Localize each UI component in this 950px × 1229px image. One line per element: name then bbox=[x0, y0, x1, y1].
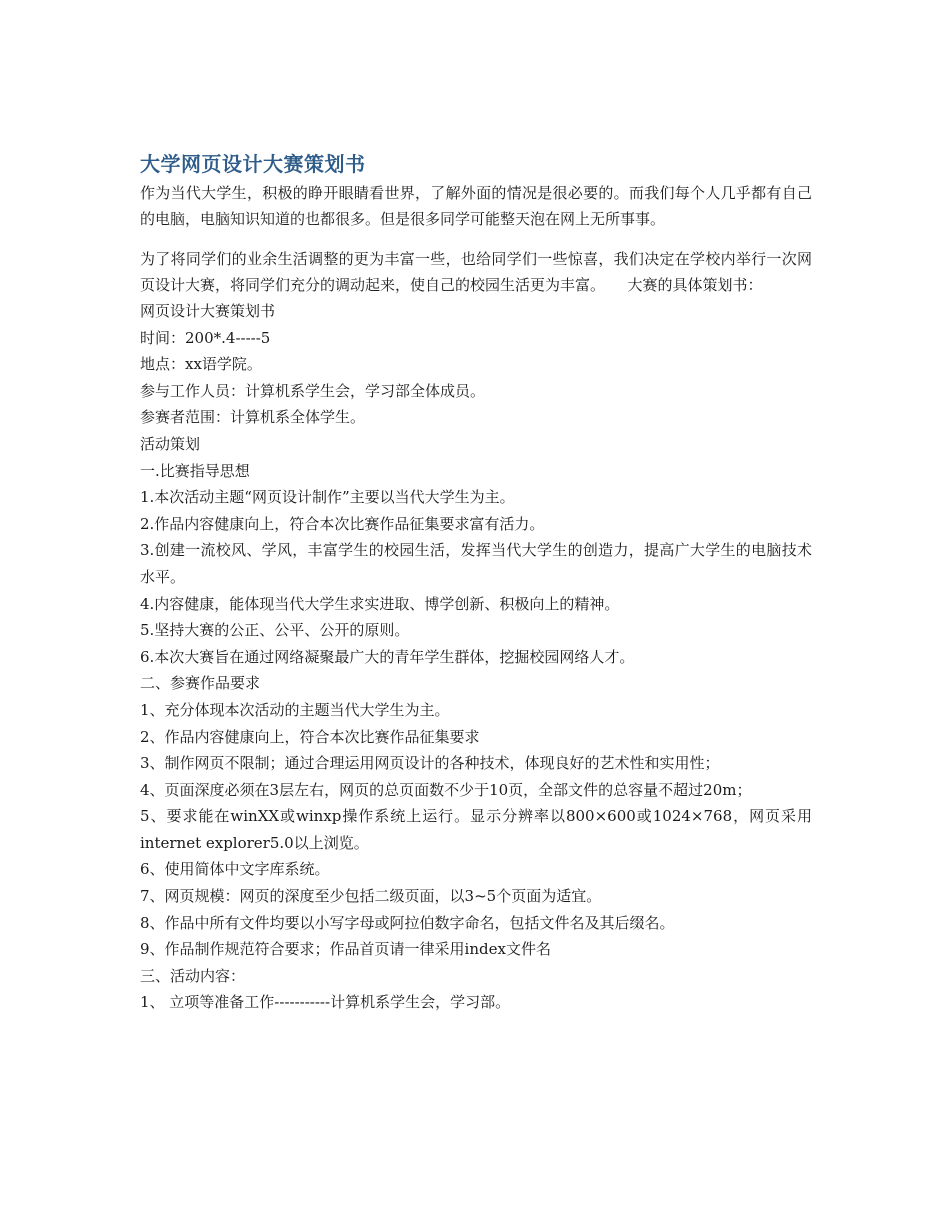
requirement-item-1: 1、充分体现本次活动的主题当代大学生为主。 bbox=[140, 700, 450, 719]
section-heading-guiding-ideas: 一.比赛指导思想 bbox=[140, 461, 250, 480]
staff-line: 参与工作人员：计算机系学生会，学习部全体成员。 bbox=[140, 381, 486, 400]
plan-title-line: 网页设计大赛策划书 bbox=[140, 302, 276, 320]
guiding-item-5: 5.坚持大赛的公正、公平、公开的原则。 bbox=[140, 621, 410, 640]
document-page bbox=[140, 148, 812, 1016]
location-line: 地点：xx语学院。 bbox=[140, 355, 262, 374]
purpose-paragraph: 为了将同学们的业余生活调整的更为丰富一些，也给同学们一些惊喜，我们决定在学校内举行一次网页设计大赛，将同学们充分的调动起来，使自己的校园生活更为丰富。 大赛的具体策划书： bbox=[140, 250, 812, 294]
requirement-item-4: 4、页面深度必须在3层左右，网页的总页面数不少于10页，全部文件的总容量不超过20m； bbox=[140, 780, 752, 799]
requirement-item-6: 6、使用简体中文字库系统。 bbox=[140, 860, 330, 879]
document-title: 大学网页设计大赛策划书 bbox=[140, 152, 366, 176]
section-heading-activity-plan: 活动策划 bbox=[140, 434, 201, 453]
requirement-item-7: 7、网页规模：网页的深度至少包括二级页面，以3~5个页面为适宜。 bbox=[140, 887, 602, 906]
guiding-item-1: 1.本次活动主题“网页设计制作”主要以当代大学生为主。 bbox=[140, 488, 515, 507]
requirement-item-8: 8、作品中所有文件均要以小写字母或阿拉伯数字命名，包括文件名及其后缀名。 bbox=[140, 913, 675, 932]
requirement-item-5: 5、要求能在winXX或winxp操作系统上运行。显示分辨率以800×600或1024×768，网页采用internet explorer5.0以上浏览。 bbox=[140, 807, 812, 852]
section-heading-requirements: 二、参赛作品要求 bbox=[140, 674, 261, 693]
participants-line: 参赛者范围：计算机系全体学生。 bbox=[140, 408, 366, 427]
guiding-item-3: 3.创建一流校风、学风，丰富学生的校园生活，发挥当代大学生的创造力，提高广大学生的电脑技术水平。 bbox=[140, 541, 812, 586]
requirement-item-3: 3、制作网页不限制；通过合理运用网页设计的各种技术，体现良好的艺术性和实用性； bbox=[140, 754, 720, 773]
guiding-item-4: 4.内容健康，能体现当代大学生求实进取、博学创新、积极向上的精神。 bbox=[140, 594, 620, 613]
section-heading-activity-content: 三、活动内容： bbox=[140, 966, 246, 985]
requirement-item-2: 2、作品内容健康向上，符合本次比赛作品征集要求 bbox=[140, 727, 480, 746]
guiding-item-2: 2.作品内容健康向上，符合本次比赛作品征集要求富有活力。 bbox=[140, 514, 545, 533]
time-line: 时间：200*.4-----5 bbox=[140, 328, 271, 347]
activity-content-item-1: 1、 立项等准备工作-----------计算机系学生会，学习部。 bbox=[140, 993, 511, 1012]
guiding-item-6: 6.本次大赛旨在通过网络凝聚最广大的青年学生群体，挖掘校园网络人才。 bbox=[140, 647, 635, 666]
intro-paragraph: 作为当代大学生，积极的睁开眼睛看世界，了解外面的情况是很必要的。而我们每个人几乎都有自己的电脑，电脑知识知道的也都很多。但是很多同学可能整天泡在网上无所事事。 bbox=[140, 184, 812, 228]
requirement-item-9: 9、作品制作规范符合要求；作品首页请一律采用index文件名 bbox=[140, 940, 551, 959]
